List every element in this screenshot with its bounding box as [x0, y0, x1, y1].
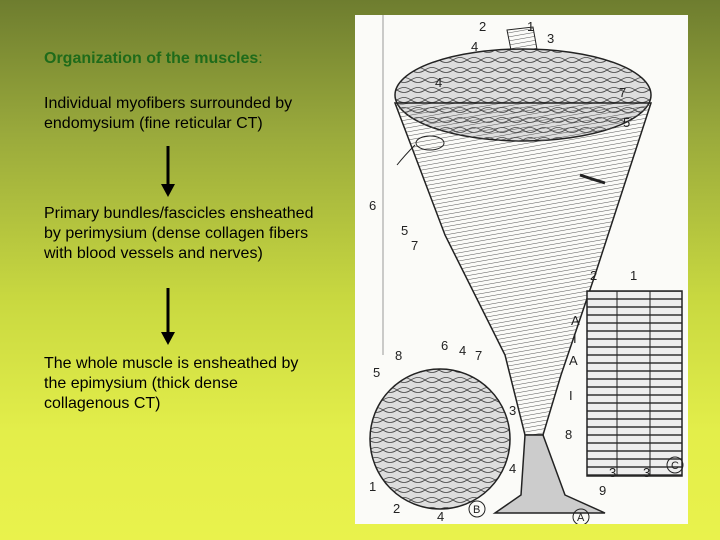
figure-label: A — [569, 353, 578, 368]
figure-label: 2 — [590, 268, 598, 283]
down-arrow-icon — [158, 146, 178, 198]
down-arrow-icon — [158, 288, 178, 346]
figure-label: 9 — [599, 483, 607, 498]
figure-label: 1 — [369, 479, 377, 494]
figure-label: 4 — [509, 461, 517, 476]
figure-label: 8 — [565, 427, 573, 442]
figure-label: 3 — [643, 465, 651, 480]
figure-label: 4 — [459, 343, 467, 358]
figure-label: 7 — [411, 238, 419, 253]
muscle-structure-figure — [355, 15, 688, 524]
figure-label: B — [473, 504, 481, 516]
slide-title-colon: : — [258, 50, 263, 67]
figure-label: 2 — [479, 19, 487, 34]
paragraph-fascicles: Primary bundles/fascicles ensheathed by perimysium (dense collagen fibers with blood vessels and nerves) — [44, 205, 314, 262]
figure-label: I — [569, 388, 573, 403]
figure-label: 1 — [527, 19, 535, 34]
figure-label: 7 — [475, 348, 483, 363]
figure-label: 8 — [395, 348, 403, 363]
figure-label: I — [573, 331, 577, 346]
figure-label: 4 — [435, 75, 443, 90]
muscle-structure-drawing-icon — [355, 15, 688, 524]
figure-label: 4 — [437, 509, 445, 524]
figure-label: 5 — [623, 115, 631, 130]
figure-label: 6 — [441, 338, 449, 353]
figure-label: A — [571, 313, 580, 328]
figure-label: 3 — [609, 465, 617, 480]
figure-label: 3 — [509, 403, 517, 418]
figure-label: 1 — [630, 268, 638, 283]
paragraph-myofibers: Individual myofibers surrounded by endomysium (fine reticular CT) — [44, 95, 293, 132]
slide-title — [44, 48, 263, 70]
figure-label: 3 — [547, 31, 555, 46]
paragraph-epimysium: The whole muscle is ensheathed by the epimysium (thick dense collagenous CT) — [44, 355, 299, 412]
figure-label: 5 — [401, 223, 409, 238]
figure-label: 5 — [373, 365, 381, 380]
figure-label: C — [671, 460, 679, 472]
figure-label: 6 — [369, 198, 377, 213]
figure-label: 7 — [619, 85, 627, 100]
figure-label: 2 — [393, 501, 401, 516]
figure-label: 4 — [471, 39, 479, 54]
figure-label: A — [577, 512, 585, 524]
slide-title-text: Organization of the muscles — [44, 50, 259, 67]
